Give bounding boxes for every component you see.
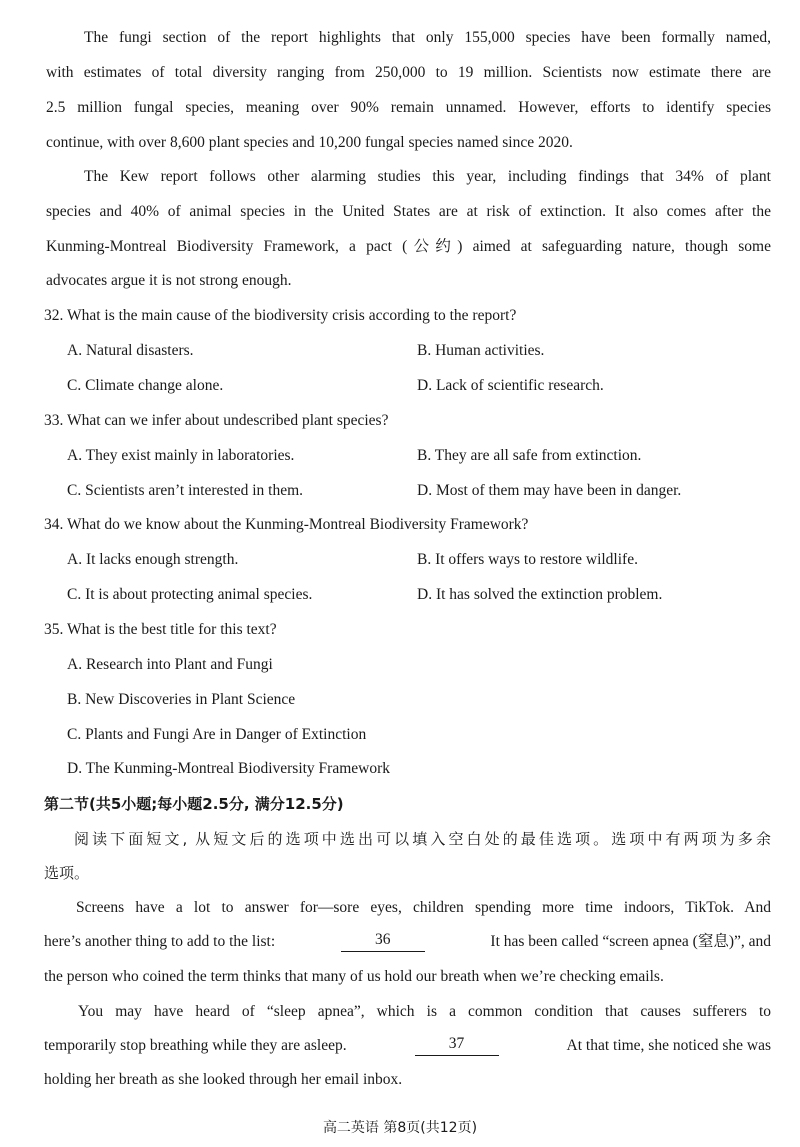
- section-instruction-continued: 选项。: [44, 864, 90, 882]
- cloze-line: holding her breath as she looked through her email inbox.: [44, 1071, 403, 1088]
- question-34-option-b[interactable]: B. It offers ways to restore wildlife.: [417, 551, 638, 568]
- question-33-option-a[interactable]: A. They exist mainly in laboratories.: [67, 447, 295, 464]
- question-35-option-a[interactable]: A. Research into Plant and Fungi: [67, 656, 273, 673]
- question-35-option-c[interactable]: C. Plants and Fungi Are in Danger of Extinction: [67, 726, 367, 743]
- cloze-line: the person who coined the term thinks that many of us hold our breath when we’re checking emails.: [44, 968, 664, 985]
- cloze-line-with-blank-37: [44, 1036, 771, 1056]
- cloze-line-with-blank-36: [44, 932, 771, 952]
- cloze-line: Screens have a lot to answer for—sore eyes, children spending more time indoors, TikTok. And: [76, 899, 771, 916]
- cloze-text: It has been called “screen apnea (窒息)”, and: [490, 933, 771, 950]
- question-32-option-a[interactable]: A. Natural disasters.: [67, 342, 194, 359]
- passage-line: species and 40% of animal species in the United States are at risk of extinction. It also comes after the: [46, 203, 771, 220]
- blank-36[interactable]: 36: [341, 932, 425, 952]
- question-32-option-b[interactable]: B. Human activities.: [417, 342, 545, 359]
- passage-line: advocates argue it is not strong enough.: [46, 272, 292, 289]
- question-32-option-c[interactable]: C. Climate change alone.: [67, 377, 224, 394]
- question-34-option-d[interactable]: D. It has solved the extinction problem.: [417, 586, 663, 603]
- question-33-option-c[interactable]: C. Scientists aren’t interested in them.: [67, 482, 304, 499]
- question-35-option-d[interactable]: D. The Kunming-Montreal Biodiversity Framework: [67, 760, 391, 777]
- question-33-option-b[interactable]: B. They are all safe from extinction.: [417, 447, 642, 464]
- passage-line: The Kew report follows other alarming studies this year, including findings that 34% of plant: [84, 168, 771, 185]
- question-33-option-d[interactable]: D. Most of them may have been in danger.: [417, 482, 682, 499]
- cloze-text: At that time, she noticed she was: [566, 1037, 771, 1054]
- cloze-text: temporarily stop breathing while they are asleep.: [44, 1037, 347, 1054]
- section-instruction: 阅读下面短文, 从短文后的选项中选出可以填入空白处的最佳选项。选项中有两项为多余: [74, 830, 771, 848]
- blank-37[interactable]: 37: [415, 1036, 499, 1056]
- page-footer: 高二英语 第8页(共12页): [322, 1120, 478, 1136]
- question-35-option-b[interactable]: B. New Discoveries in Plant Science: [67, 691, 296, 708]
- section-title: 第二节(共5小题;每小题2.5分, 满分12.5分): [44, 795, 344, 813]
- question-35-stem: 35. What is the best title for this text?: [44, 621, 277, 638]
- passage-line: 2.5 million fungal species, meaning over 90% remain unnamed. However, efforts to identify species: [46, 99, 771, 116]
- question-34-option-a[interactable]: A. It lacks enough strength.: [67, 551, 239, 568]
- question-33-stem: 33. What can we infer about undescribed plant species?: [44, 412, 389, 429]
- question-32-option-d[interactable]: D. Lack of scientific research.: [417, 377, 604, 394]
- passage-line: Kunming-Montreal Biodiversity Framework, a pact (公约) aimed at safeguarding nature, though some: [46, 238, 771, 255]
- question-32-stem: 32. What is the main cause of the biodiversity crisis according to the report?: [44, 307, 517, 324]
- question-34-option-c[interactable]: C. It is about protecting animal species.: [67, 586, 313, 603]
- passage-line: with estimates of total diversity ranging from 250,000 to 19 million. Scientists now estimate there are: [46, 64, 771, 81]
- question-34-stem: 34. What do we know about the Kunming-Montreal Biodiversity Framework?: [44, 516, 529, 533]
- passage-line: The fungi section of the report highlights that only 155,000 species have been formally named,: [84, 29, 771, 46]
- cloze-text: here’s another thing to add to the list:: [44, 933, 276, 950]
- cloze-line: You may have heard of “sleep apnea”, which is a common condition that causes sufferers to: [78, 1003, 771, 1020]
- passage-line: continue, with over 8,600 plant species and 10,200 fungal species named since 2020.: [46, 134, 573, 151]
